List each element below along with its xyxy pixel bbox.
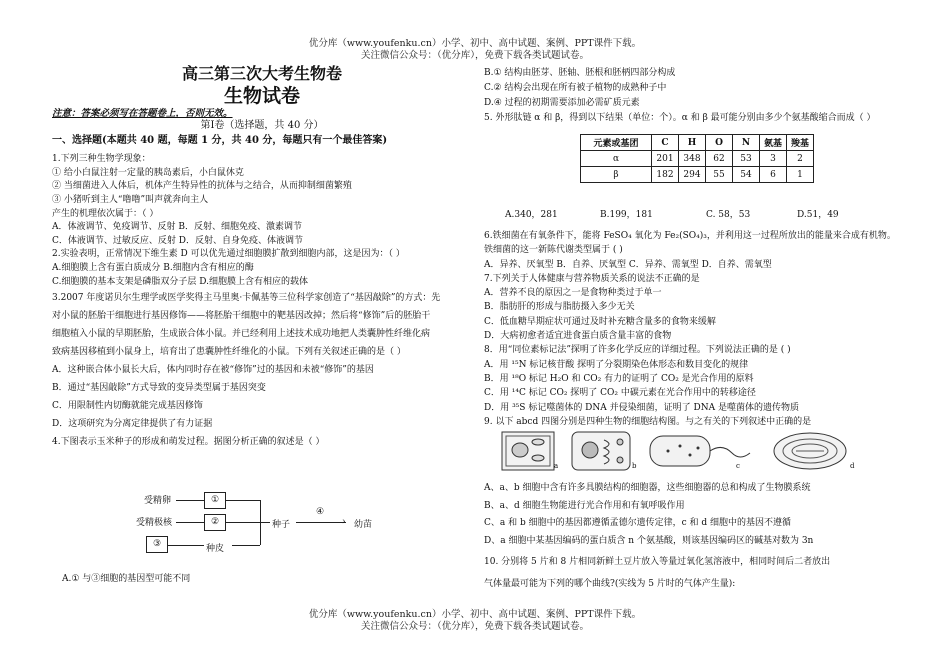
right-line: B、a、d 细胞生物能进行光合作用和有氧呼吸作用 — [484, 500, 685, 511]
left-line: 3.2007 年度诺贝尔生理学或医学奖得主马里奥·卡佩基等三位科学家创造了“基因敲除”的方式：先 — [52, 293, 441, 304]
left-last-line: A.① 与③细胞的基因型可能不同 — [62, 574, 191, 584]
left-line: C.细胞膜的基本支架是磷脂双分子层 D.细胞膜上含有相应的载体 — [52, 276, 309, 287]
left-line: 致病基因移植到小鼠身上，培育出了患囊肿性纤维化的小鼠。下列有关叙述正确的是（ ） — [52, 347, 406, 358]
table-header: O — [706, 135, 733, 151]
right-line: C．用 ¹⁴C 标记 CO₂ 探明了 CO₂ 中碳元素在光合作用中的转移途径 — [484, 388, 756, 399]
right-line: D．大病初愈者适宜进食蛋白质含量丰富的食物 — [484, 331, 672, 342]
right-line: 气体量最可能为下列的哪个曲线?(实线为 5 片时的气体产生量): — [484, 578, 736, 589]
right-line: A．营养不良的原因之一是食物种类过于单一 — [484, 288, 662, 299]
left-line: B．通过“基因敲除”方式导致的变异类型属于基因突变 — [52, 383, 266, 394]
right-line: 6.铁细菌在有氧条件下，能将 FeSO₄ 氧化为 Fe₂(SO₄)₃，并利用这一过程所放出的能量来合成有机物。 — [484, 231, 896, 241]
left-line: A．体液调节、免疫调节、反射 B．反射、细胞免疫、激素调节 — [52, 222, 302, 233]
table-cell: 54 — [733, 167, 760, 183]
cell-label-c: c — [736, 462, 740, 470]
exam-subject: 生物试卷 — [223, 85, 300, 107]
left-line: 2.实验表明，正常情况下维生素 D 可以优先通过细胞膜扩散到细胞内部，这是因为：（ ） — [52, 249, 405, 260]
table-cell: 55 — [706, 167, 733, 183]
table-header: C — [652, 135, 679, 151]
figure-4-diagram — [130, 490, 390, 560]
table-header: H — [679, 135, 706, 151]
left-line: ① 给小白鼠注射一定量的胰岛素后，小白鼠休克 — [52, 167, 244, 178]
table-cell: 348 — [679, 151, 706, 167]
exam-title: 高三第三次大考生物卷 — [181, 64, 342, 83]
figure-label-seed: 种子 — [272, 520, 291, 530]
right-bottom-block — [484, 480, 830, 594]
left-line: A.细胞膜上含有蛋白质成分 B.细胞内含有相应的酶 — [52, 262, 254, 273]
part-title: 第Ⅰ卷（选择题，共 40 分） — [200, 120, 324, 132]
right-middle-block — [484, 229, 896, 429]
header-line-2: 关注微信公众号：（优分库），免费下载各类试题试卷。 — [360, 50, 589, 61]
left-line: C．体液调节、过敏反应、反射 D．反射、自身免疫、体液调节 — [52, 235, 303, 246]
left-line: 细胞植入小鼠的早期胚胎，生成嵌合体小鼠。并已经利用上述技术成功地把人类囊肿性纤维化病 — [52, 329, 431, 340]
table-header: 元素或基团 — [581, 135, 652, 151]
q5-table — [580, 134, 814, 183]
left-line: ③ 小猪听到主人“噜噜”叫声就奔向主人 — [52, 195, 209, 205]
right-line: A．用 ¹⁵N 标记核苷酸 探明了分裂期染色体形态和数目变化的规律 — [484, 359, 749, 370]
header-line-1: 优分库（www.youfenku.cn）小学、初中、高中试题、案例、PPT课件下载。 — [308, 38, 642, 49]
right-line: B.① 结构由胚芽、胚轴、胚根和胚柄四部分构成 — [484, 68, 676, 78]
right-line: D.④ 过程的初期需要添加必需矿质元素 — [484, 98, 640, 108]
table-cell: 3 — [760, 151, 787, 167]
box-1: ① — [204, 492, 226, 509]
q5-option: A.340，281 — [505, 210, 558, 220]
bacterium-icon — [650, 436, 750, 466]
table-cell: 1 — [787, 167, 814, 183]
exam-notice: 注意：答案必须写在答题卷上，否则无效。 — [52, 108, 233, 119]
right-line: 7.下列关于人体健康与营养物质关系的说法不正确的是 — [484, 273, 700, 284]
figure-label-polar-nucleus: 受精极核 — [136, 518, 173, 528]
cell-label-b: b — [632, 462, 637, 470]
cyanobacterium-icon — [774, 433, 846, 469]
table-cell: 294 — [679, 167, 706, 183]
left-line: D．这项研究为分离定律提供了有力证据 — [52, 419, 213, 430]
right-line: 10. 分别将 5 片和 8 片相同新鲜土豆片放入等量过氧化氢溶液中，相同时间后二者放出 — [484, 557, 831, 568]
left-line: A．这种嵌合体小鼠长大后，体内同时存在被“修饰”过的基因和未被“修饰”的基因 — [52, 365, 374, 376]
page-footer — [0, 609, 950, 633]
right-line: D．用 ³⁵S 标记噬菌体的 DNA 并侵染细菌，证明了 DNA 是噬菌体的遗传物质 — [484, 402, 799, 413]
left-line: C．用限制性内切酶就能完成基因修饰 — [52, 401, 203, 412]
page-header — [0, 38, 950, 62]
figure-label-zygote: 受精卵 — [144, 496, 172, 506]
right-line: 9. 以下 abcd 四图分别是四种生物的细胞结构图。与之有关的下列叙述中正确的是 — [484, 416, 812, 427]
left-column — [52, 64, 472, 451]
cell-diagrams — [500, 428, 880, 476]
right-line: 铁细菌的这一新陈代谢类型属于 ( ) — [484, 245, 623, 256]
q5-option: B.199，181 — [600, 210, 653, 220]
table-cell: α — [581, 151, 652, 167]
right-line: C．低血糖早期症状可通过及时补充糖含量多的食物来缓解 — [484, 316, 716, 327]
box-3: ③ — [146, 536, 168, 553]
figure-label-seed-coat: 种皮 — [206, 544, 225, 554]
animal-cell-icon — [572, 432, 630, 470]
right-line: B．脂肪肝的形成与脂肪摄入多少无关 — [484, 302, 635, 313]
box-2: ② — [204, 514, 226, 531]
right-line: 5. 外形肽链 α 和 β，得到以下结果（单位：个）。α 和 β 最可能分别由多少个氨基酸缩合而成（ ） — [484, 113, 876, 123]
right-line: 8．用“同位素标记法”探明了许多化学反应的详细过程。下列说法正确的是 ( ) — [484, 345, 791, 356]
table-header: 羧基 — [787, 135, 814, 151]
right-line: D、a 细胞中某基因编码的蛋白质含 n 个氨基酸，则该基因编码区的碱基对数为 3n — [484, 535, 814, 546]
right-column — [484, 66, 914, 126]
left-line: 4.下图表示玉米种子的形成和萌发过程。据图分析正确的叙述是（ ） — [52, 437, 325, 448]
figure-label-step-4: ④ — [316, 507, 325, 517]
q5-option: C. 58，53 — [706, 210, 751, 220]
figure-label-seedling: 幼苗 — [354, 520, 373, 530]
left-line: 产生的机理依次属于：（ ） — [52, 208, 159, 219]
left-line: 对小鼠的胚胎干细胞进行基因修饰——将胚胎干细胞中的靶基因改掉；然后将“修饰”后的胚胎干 — [52, 311, 431, 322]
table-cell: 2 — [787, 151, 814, 167]
table-cell: 182 — [652, 167, 679, 183]
right-line: A．异养、厌氧型 B．自养、厌氧型 C．异养、需氧型 D．自养、需氧型 — [484, 259, 772, 270]
table-cell: 201 — [652, 151, 679, 167]
left-line: ② 当细菌进入人体后，机体产生特异性的抗体与之结合，从而抑制细菌繁殖 — [52, 181, 352, 192]
table-cell: 53 — [733, 151, 760, 167]
left-line: 1.下列三种生物学现象： — [52, 154, 151, 165]
plant-cell-icon — [502, 432, 554, 470]
cell-label-d: d — [850, 462, 855, 470]
table-header: N — [733, 135, 760, 151]
right-line: A、a、b 细胞中含有许多具膜结构的细胞器，这些细胞器的总和构成了生物膜系统 — [484, 483, 811, 493]
footer-line-2: 关注微信公众号：（优分库），免费下载各类试题试卷。 — [360, 621, 589, 632]
table-header: 氨基 — [760, 135, 787, 151]
table-cell: 62 — [706, 151, 733, 167]
right-line: C、a 和 b 细胞中的基因都遵循孟德尔遗传定律，c 和 d 细胞中的基因不遵循 — [484, 518, 791, 529]
cell-label-a: a — [554, 462, 559, 470]
right-line: B．用 ¹⁸O 标记 H₂O 和 CO₂ 有力的证明了 CO₂ 是光合作用的原料 — [484, 373, 754, 384]
q5-option: D.51，49 — [797, 210, 839, 220]
right-line: C.② 结构会出现在所有被子植物的成熟种子中 — [484, 83, 667, 93]
section-title: 一、选择题(本题共 40 题，每题 1 分，共 40 分，每题只有一个最佳答案) — [52, 134, 388, 146]
arrow-head-icon: › — [342, 517, 346, 527]
footer-line-1: 优分库（www.youfenku.cn）小学、初中、高中试题、案例、PPT课件下载。 — [308, 609, 642, 620]
table-cell: β — [581, 167, 652, 183]
table-cell: 6 — [760, 167, 787, 183]
